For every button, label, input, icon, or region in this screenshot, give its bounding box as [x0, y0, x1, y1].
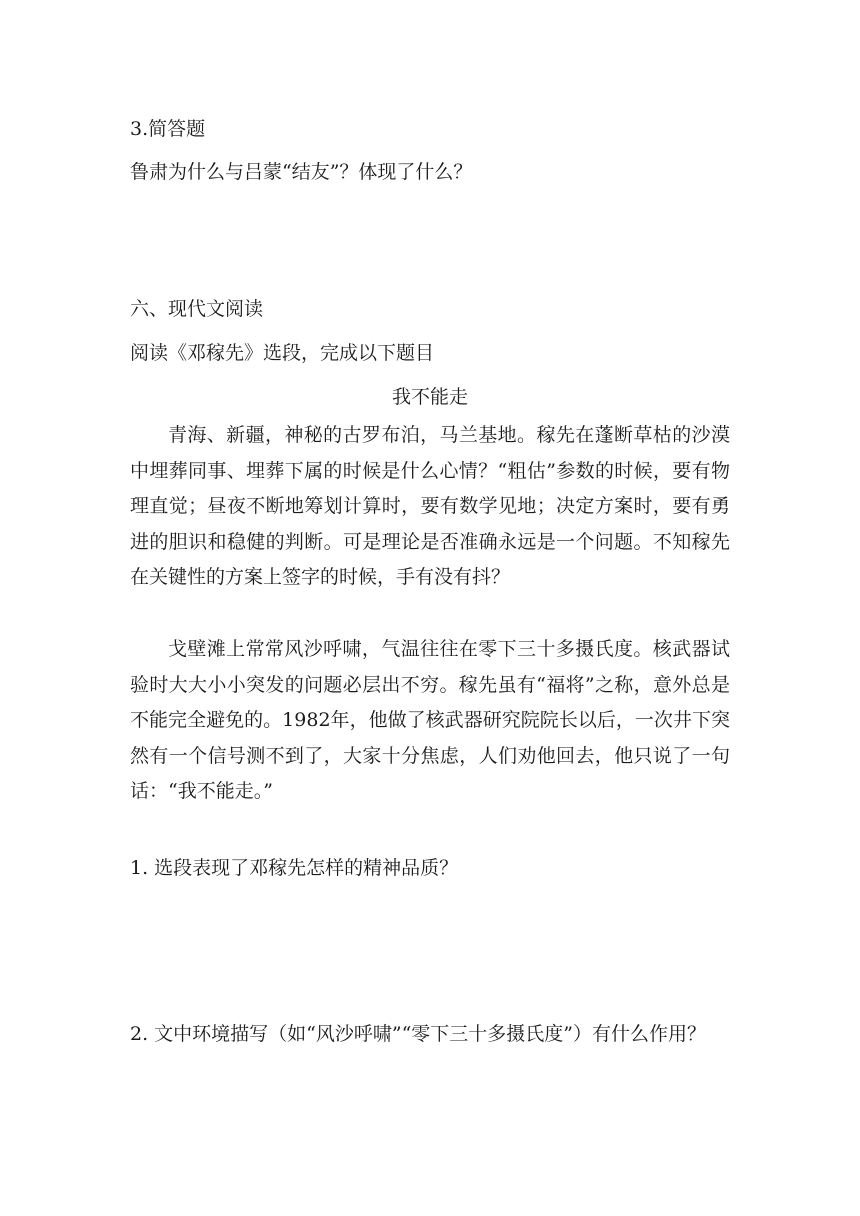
reading-question-1: 1. 选段表现了邓稼先怎样的精神品质？: [130, 857, 459, 879]
reading-question-2: 2. 文中环境描写（如“风沙呼啸”“零下三十多摄氏度”）有什么作用？: [130, 1023, 707, 1045]
section-6-heading: 六、现代文阅读: [130, 298, 264, 320]
passage-title: 我不能走: [391, 386, 468, 408]
passage-paragraph-1: 青海、新疆，神秘的古罗布泊，马兰基地。稼先在蓬断草枯的沙漠中埋葬同事、埋葬下属的时候是什么心情？“粗估”参数的时候，要有物理直觉；昼夜不断地筹划计算时，要有数学见地；决定方案时，要有勇进的胆识和稳健的判断。可是理论是否准确永远是一个问题。不知稼先在关键性的方案上签字的时候，手有没有抖？: [130, 424, 730, 588]
question-3-text: 鲁肃为什么与吕蒙“结友”？体现了什么？: [130, 161, 473, 183]
passage-paragraph-2: 戈壁滩上常常风沙呼啸，气温往往在零下三十多摄氏度。核武器试验时大大小小突发的问题必层出不穷。稼先虽有“福将”之称，意外总是不能完全避免的。1982年，他做了核武器研究院院长以后，一次井下突然有一个信号测不到了，大家十分焦虑，人们劝他回去，他只说了一句话：“我不能走。”: [130, 638, 730, 802]
reading-instruction: 阅读《邓稼先》选段，完成以下题目: [130, 342, 435, 364]
question-3-heading: 3.简答题: [130, 118, 206, 140]
